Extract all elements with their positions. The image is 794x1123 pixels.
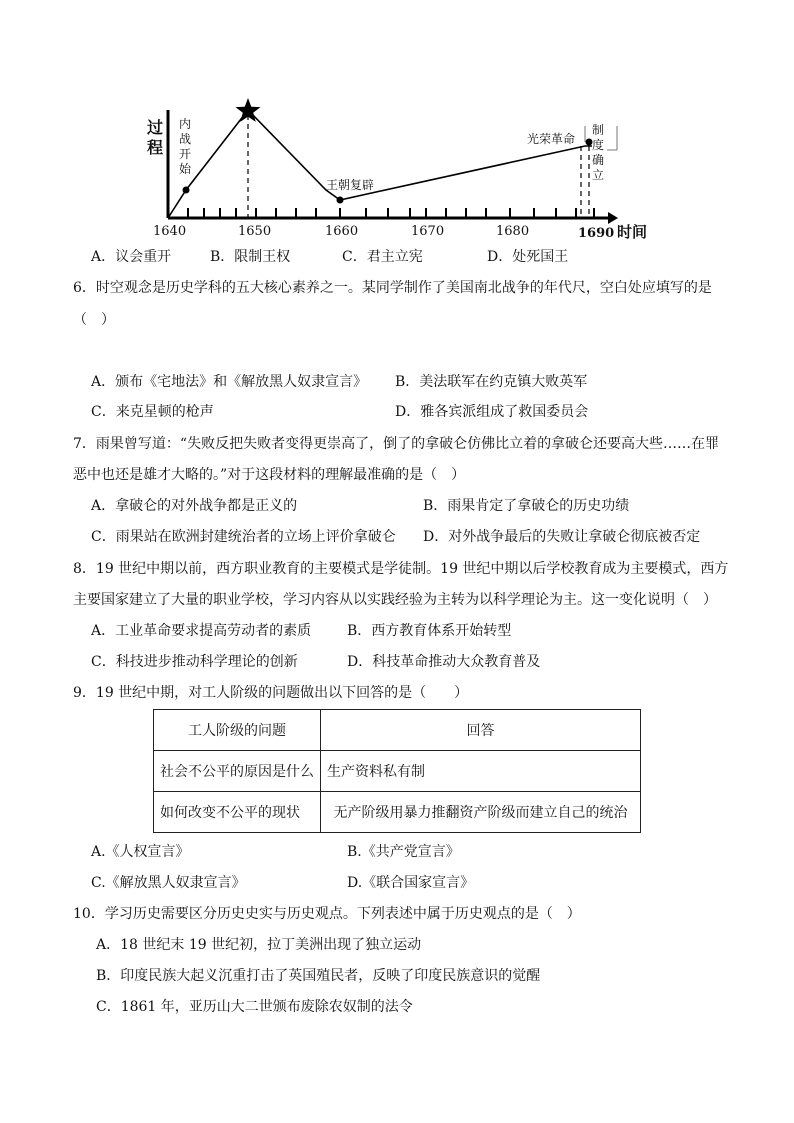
- q7-option-a[interactable]: A．拿破仑的对外战争都是正义的: [91, 498, 298, 514]
- table-cell: 生产资料私有制: [321, 751, 641, 792]
- q10-stem: 10．学习历史需要区分历史史实与历史观点。下列表述中属于历史观点的是（ ）: [73, 906, 581, 922]
- tick-label: 1640: [153, 224, 187, 239]
- annotation-civil-war: 内战开始: [179, 117, 192, 176]
- point-restoration: [337, 197, 344, 204]
- table-cell: 无产阶级用暴力推翻资产阶级而建立自己的统治: [321, 792, 641, 833]
- process-line: [168, 110, 592, 218]
- q6-option-c[interactable]: C．来克星顿的枪声: [91, 404, 214, 420]
- y-axis-label-2: 程: [147, 138, 164, 157]
- table-header-cell: 工人阶级的问题: [154, 710, 321, 751]
- x-axis-label: 时间: [617, 223, 648, 241]
- q5-option-d[interactable]: D．处死国王: [487, 249, 569, 265]
- table-cell: 如何改变不公平的现状: [154, 792, 321, 833]
- q9-option-d[interactable]: D.《联合国家宣言》: [347, 875, 475, 891]
- table-header-cell: 回答: [321, 710, 641, 751]
- tick-label: 1670: [411, 224, 445, 239]
- q8-option-d[interactable]: D．科技革命推动大众教育普及: [347, 654, 541, 670]
- q7-stem-cont: 恶中也还是雄才大略的。”对于这段材料的理解最准确的是（ ）: [73, 467, 466, 483]
- q9-stem: 9．19 世纪中期，对工人阶级的问题做出以下回答的是（ ）: [73, 685, 469, 701]
- q9-table: [153, 709, 641, 833]
- table-header-row: [154, 710, 641, 751]
- q8-stem-cont: 主要国家建立了大量的职业学校，学习内容从以实践经验为主转为以科学理论为主。这一变化说明（ ）: [73, 592, 717, 608]
- point-civil-war: [183, 187, 190, 194]
- q6-option-d[interactable]: D．雅各宾派组成了救国委员会: [395, 404, 589, 420]
- annotation-restoration: 王朝复辟: [326, 178, 375, 192]
- q8-stem: 8．19 世纪中期以前，西方职业教育的主要模式是学徒制。19 世纪中期以后学校教育成为主要模式，西方: [73, 561, 729, 577]
- q6-option-b[interactable]: B．美法联军在约克镇大败英军: [395, 374, 588, 390]
- table-row: [154, 792, 641, 833]
- q9-option-a[interactable]: A.《人权宣言》: [91, 844, 190, 860]
- annotation-system: 制度确立: [592, 123, 605, 182]
- table-row: [154, 751, 641, 792]
- y-axis-label-1: 过: [147, 118, 164, 137]
- q9-option-c[interactable]: C.《解放黑人奴隶宣言》: [91, 875, 246, 891]
- tick-label: 1690: [578, 226, 615, 241]
- q10-option-b[interactable]: B．印度民族大起义沉重打击了英国殖民者，反映了印度民族意识的觉醒: [96, 968, 541, 984]
- q7-stem: 7．雨果曾写道：“失败反把失败者变得更崇高了，倒了的拿破仑仿佛比立着的拿破仑还要高大些……在罪: [73, 436, 720, 452]
- table-cell: 社会不公平的原因是什么: [154, 751, 321, 792]
- q8-option-a[interactable]: A．工业革命要求提高劳动者的素质: [91, 623, 312, 639]
- annotation-glorious: 光荣革命: [527, 132, 576, 146]
- q5-option-b[interactable]: B．限制王权: [210, 249, 291, 265]
- tick-label: 1680: [496, 224, 530, 239]
- timeline-diagram: [0, 0, 794, 250]
- q6-option-a[interactable]: A．颁布《宅地法》和《解放黑人奴隶宣言》: [91, 374, 368, 390]
- q7-option-d[interactable]: D．对外战争最后的失败让拿破仑彻底被否定: [423, 529, 701, 545]
- q8-option-c[interactable]: C．科技进步推动科学理论的创新: [91, 654, 298, 670]
- q10-option-c[interactable]: C．1861 年，亚历山大二世颁布废除农奴制的法令: [96, 999, 413, 1015]
- q6-stem: 6．时空观念是历史学科的五大核心素养之一。某同学制作了美国南北战争的年代尺，空白处应填写的是: [73, 280, 712, 296]
- q5-option-a[interactable]: A．议会重开: [91, 249, 172, 265]
- tick-label: 1660: [325, 224, 359, 239]
- tick-label: 1650: [238, 224, 272, 239]
- q7-option-c[interactable]: C．雨果站在欧洲封建统治者的立场上评价拿破仑: [91, 529, 396, 545]
- q10-option-a[interactable]: A．18 世纪末 19 世纪初，拉丁美洲出现了独立运动: [96, 937, 422, 953]
- q9-option-b[interactable]: B.《共产党宣言》: [347, 844, 460, 860]
- q8-option-b[interactable]: B．西方教育体系开始转型: [347, 623, 512, 639]
- q5-option-c[interactable]: C．君主立宪: [342, 249, 423, 265]
- q7-option-b[interactable]: B．雨果肯定了拿破仑的历史功绩: [423, 498, 630, 514]
- q6-stem-cont: （ ）: [73, 312, 115, 328]
